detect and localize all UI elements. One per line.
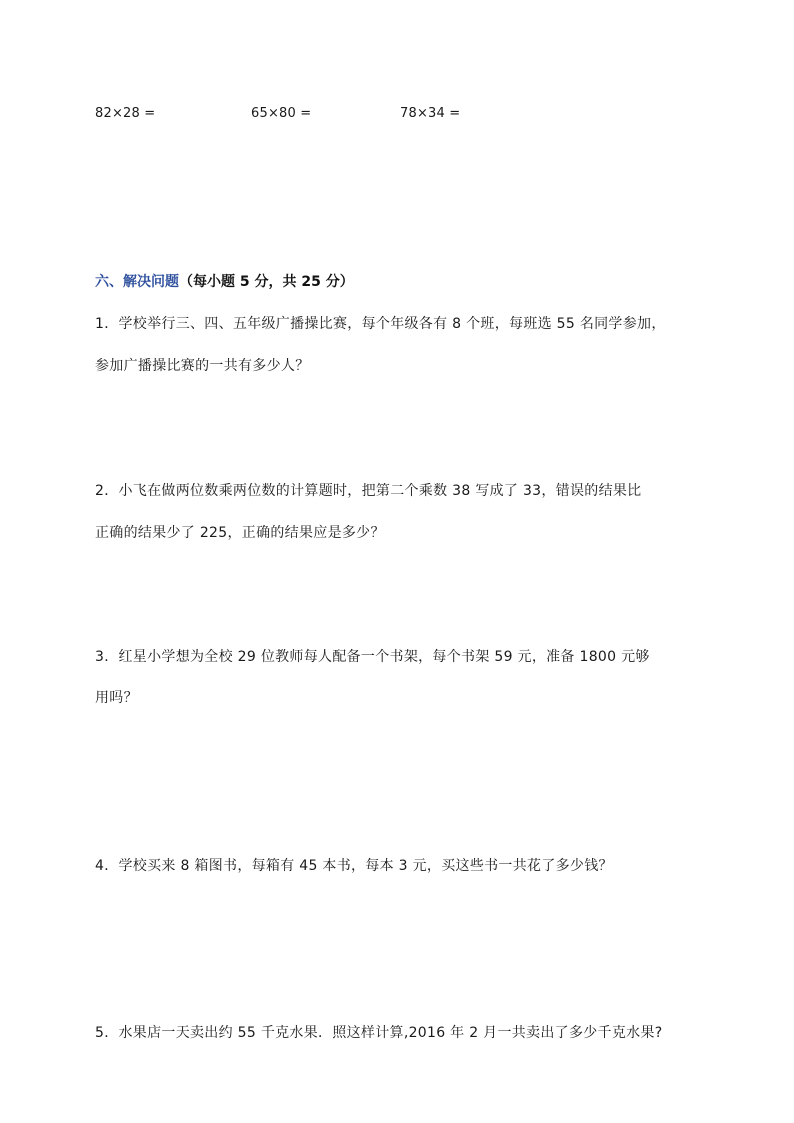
problem-1-line-1: 1．学校举行三、四、五年级广播操比赛，每个年级各有 8 个班，每班选 55 名同学参加， [95, 316, 666, 332]
calc-expression-3: 78×34 = [400, 106, 461, 121]
section-heading-note: （每小题 5 分，共 25 分） [179, 274, 354, 290]
problem-4-line-1: 4．学校买来 8 箱图书，每箱有 45 本书，每本 3 元，买这些书一共花了多少钱？ [95, 858, 613, 874]
problem-5-line-1: 5．水果店一天卖出约 55 千克水果．照这样计算,2016 年 2 月一共卖出了多少千克水果? [95, 1025, 663, 1041]
problem-2-line-1: 2．小飞在做两位数乘两位数的计算题时，把第二个乘数 38 写成了 33，错误的结果比 [95, 483, 642, 499]
problem-2-line-2: 正确的结果少了 225，正确的结果应是多少？ [95, 525, 385, 541]
problem-3-line-1: 3．红星小学想为全校 29 位教师每人配备一个书架，每个书架 59 元，准备 1800 元够 [95, 649, 650, 665]
problem-3-line-2: 用吗？ [95, 690, 138, 706]
calc-expression-1: 82×28 = [95, 106, 156, 121]
section-heading [95, 271, 354, 291]
section-heading-label: 六、解决问题 [95, 274, 179, 290]
problem-1-line-2: 参加广播操比赛的一共有多少人？ [95, 358, 310, 374]
calc-expression-2: 65×80 = [251, 106, 312, 121]
